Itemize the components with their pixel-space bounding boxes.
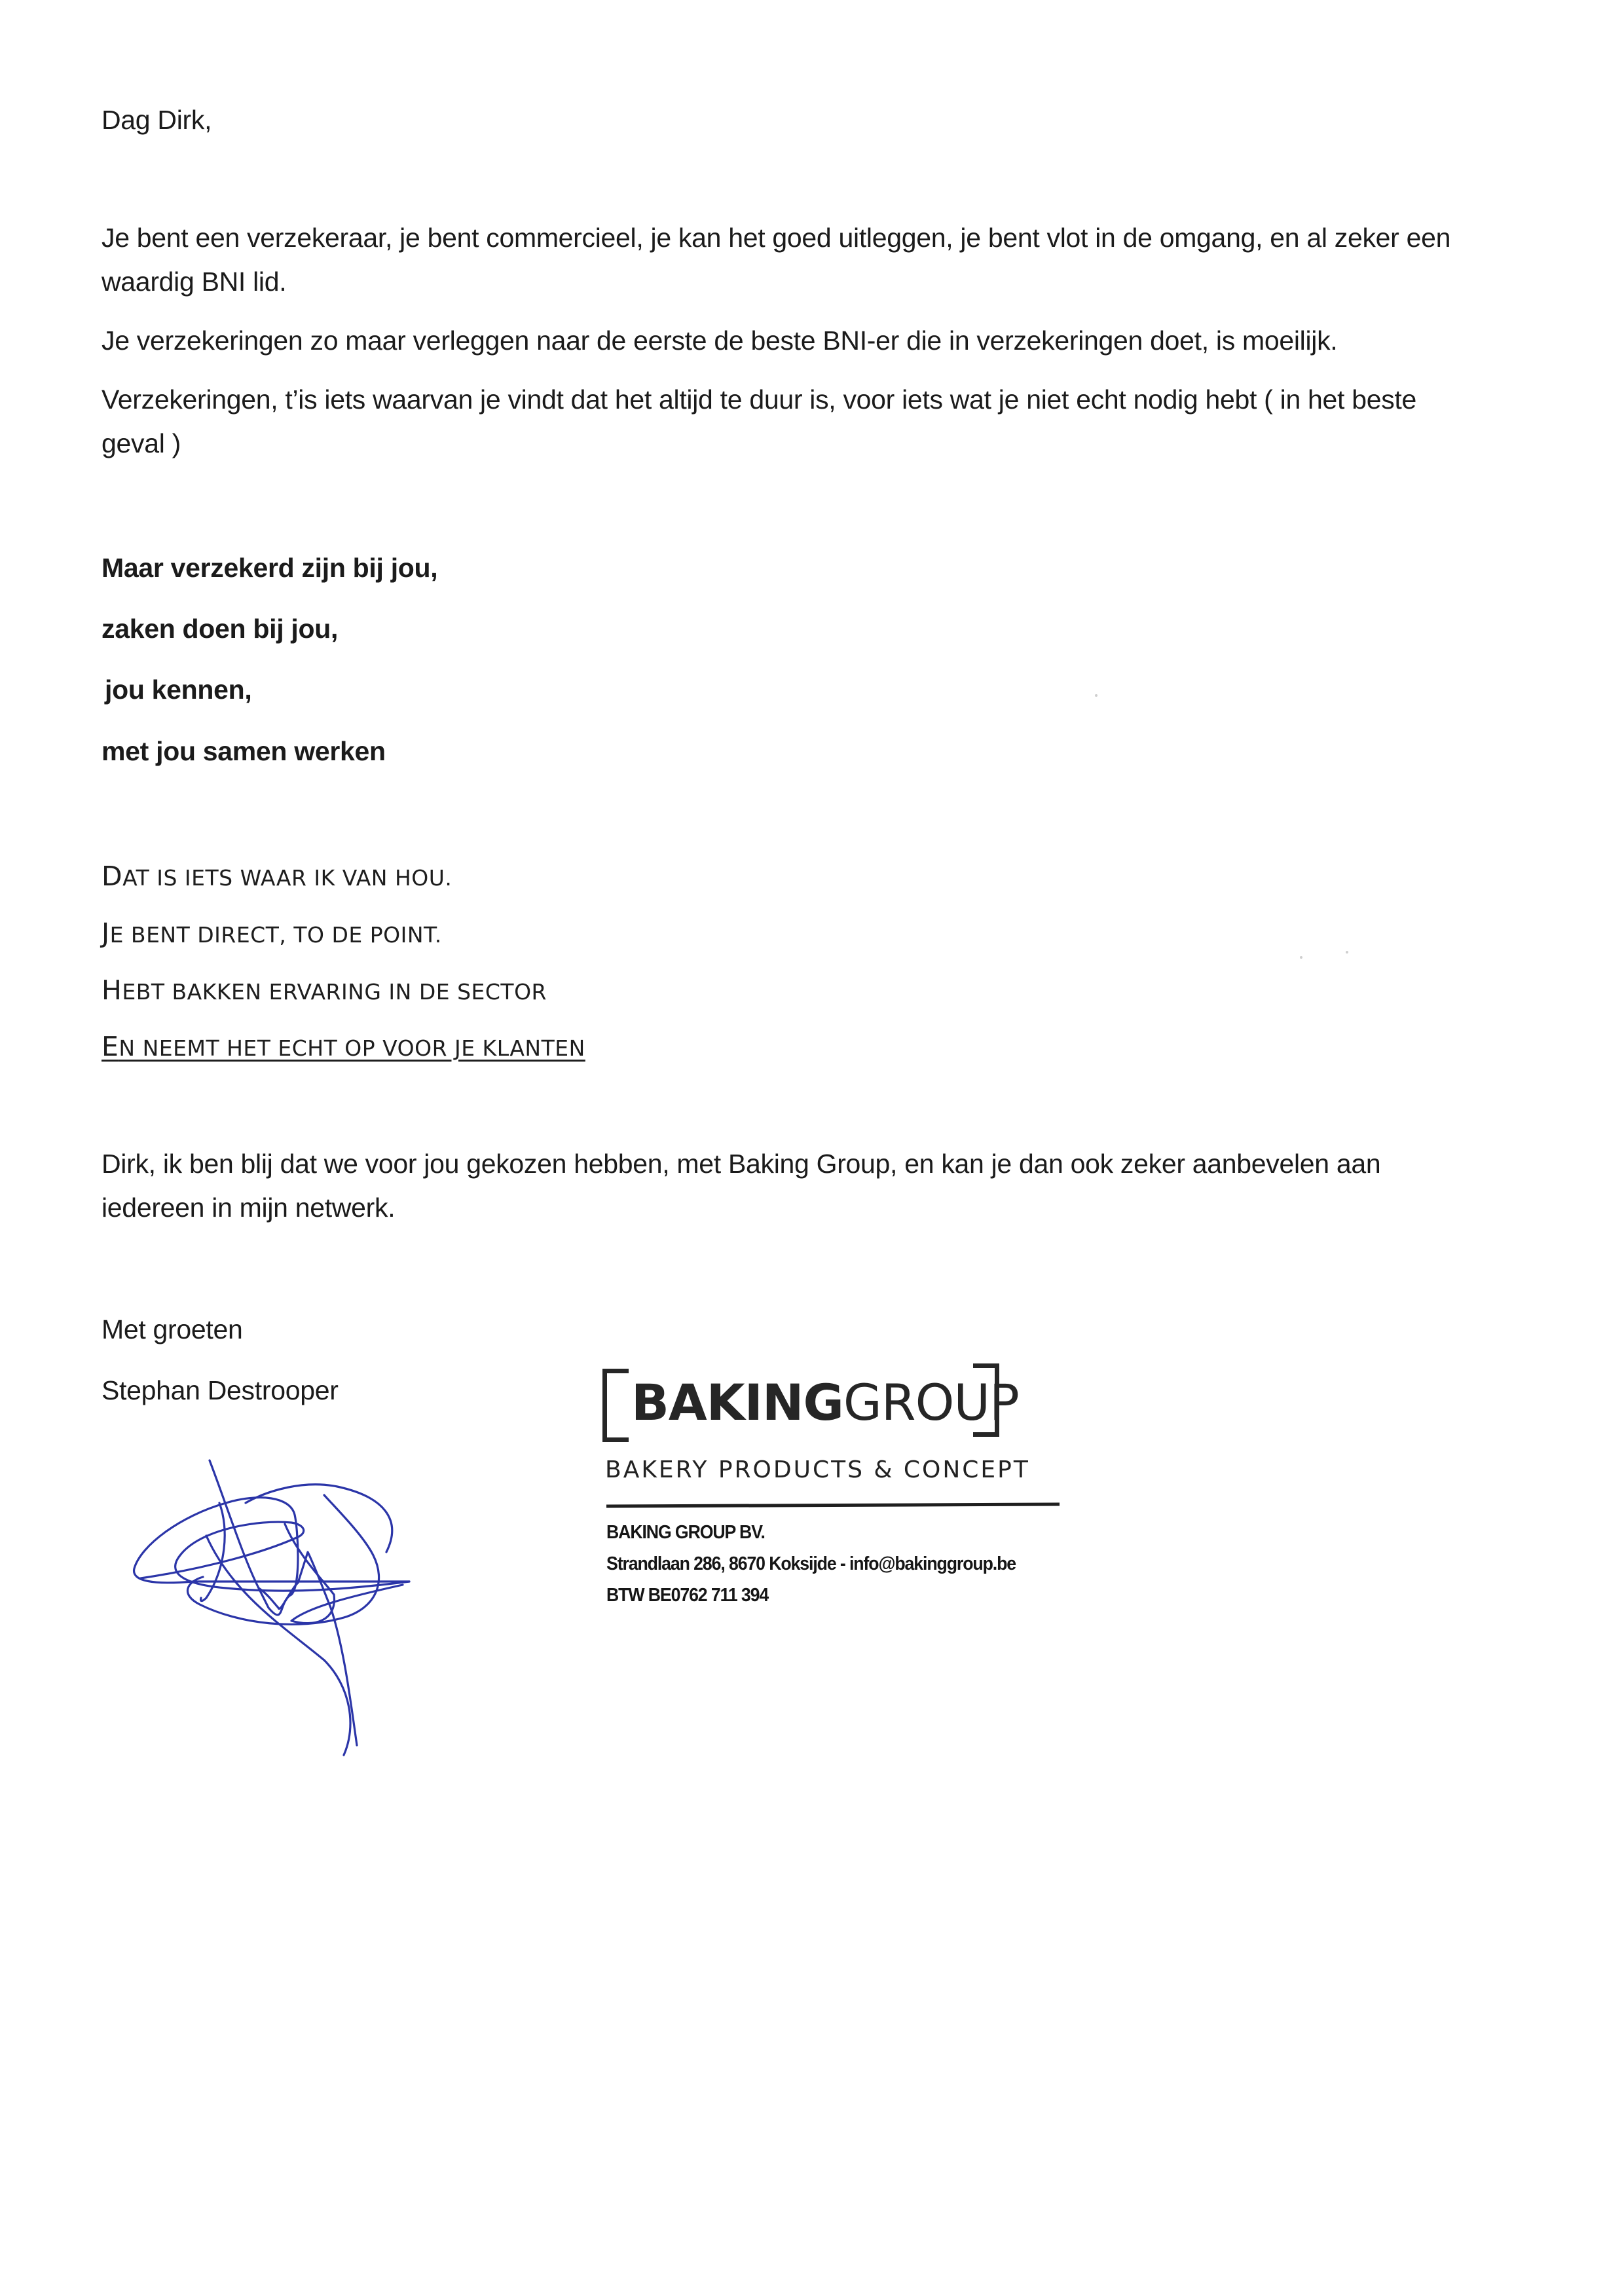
smallcaps-line (101, 917, 442, 949)
smallcaps-line (101, 863, 452, 890)
company-name: BAKING GROUP BV. (606, 1522, 765, 1543)
smallcaps-initial: D (101, 861, 123, 892)
closing-paragraph-line: Dirk, ik ben blij dat we voor jou gekozen hebben, met Baking Group, en kan je dan ook zeker aanbevelen aan (101, 1149, 1381, 1179)
smallcaps-rest: N NEEMT HET ECHT OP VOOR JE KLANTEN (119, 1035, 585, 1061)
signature-stroke (285, 1524, 403, 1623)
logo-word-baking: BAKING (631, 1373, 843, 1432)
closing: Met groeten (101, 1314, 243, 1344)
paragraph-line: Verzekeringen, t’is iets waarvan je vindt dat het altijd te duur is, voor iets wat je niet echt nodig hebt ( in het beste (101, 384, 1417, 415)
smallcaps-rest: E BENT DIRECT, TO DE POINT. (109, 922, 442, 948)
paragraph-line: Je bent een verzekeraar, je bent commercieel, je kan het goed uitleggen, je bent vlot in de omgang, en al zeker een (101, 223, 1451, 253)
signature-stroke (246, 1485, 392, 1552)
smallcaps-initial: E (101, 1031, 119, 1062)
company-tagline: BAKERY PRODUCTS & CONCEPT (605, 1456, 1030, 1483)
smallcaps-rest: EBT BAKKEN ERVARING IN DE SECTOR (122, 979, 547, 1005)
smallcaps-initial: H (101, 974, 122, 1006)
company-address: Strandlaan 286, 8670 Koksijde - info@bakinggroup.be (606, 1553, 1016, 1574)
smallcaps-line (101, 974, 547, 1006)
smallcaps-initial: J (101, 917, 110, 949)
paragraph-line: geval ) (101, 428, 181, 458)
handwritten-signature (128, 1451, 494, 1765)
bold-line: Maar verzekerd zijn bij jou, (101, 553, 438, 583)
paragraph-line: waardig BNI lid. (101, 267, 287, 297)
stamp-divider (606, 1502, 1060, 1508)
paragraph-line: Je verzekeringen zo maar verleggen naar de eerste de beste BNI-er die in verzekeringen doet, is moeilijk. (101, 325, 1338, 356)
smallcaps-line-underlined (101, 1033, 585, 1060)
smallcaps-rest: AT IS IETS WAAR IK VAN HOU. (122, 865, 452, 891)
scan-speck (1346, 951, 1348, 954)
closing-paragraph-line: iedereen in mijn netwerk. (101, 1193, 396, 1223)
logo-bracket-left (602, 1369, 629, 1442)
bold-line: met jou samen werken (101, 736, 386, 766)
scan-speck (1300, 956, 1302, 959)
company-logo-wordmark (631, 1373, 1019, 1432)
signature-stroke (141, 1522, 409, 1591)
signatory-name: Stephan Destrooper (101, 1375, 339, 1405)
signature-stroke (206, 1536, 350, 1755)
company-vat: BTW BE0762 711 394 (606, 1585, 769, 1606)
logo-word-group: GROUP (843, 1373, 1019, 1432)
company-stamp (601, 1363, 1060, 1612)
bold-line: zaken doen bij jou, (101, 614, 339, 644)
salutation: Dag Dirk, (101, 105, 212, 135)
bold-line: jou kennen, (105, 675, 252, 705)
scan-speck (1095, 694, 1098, 697)
